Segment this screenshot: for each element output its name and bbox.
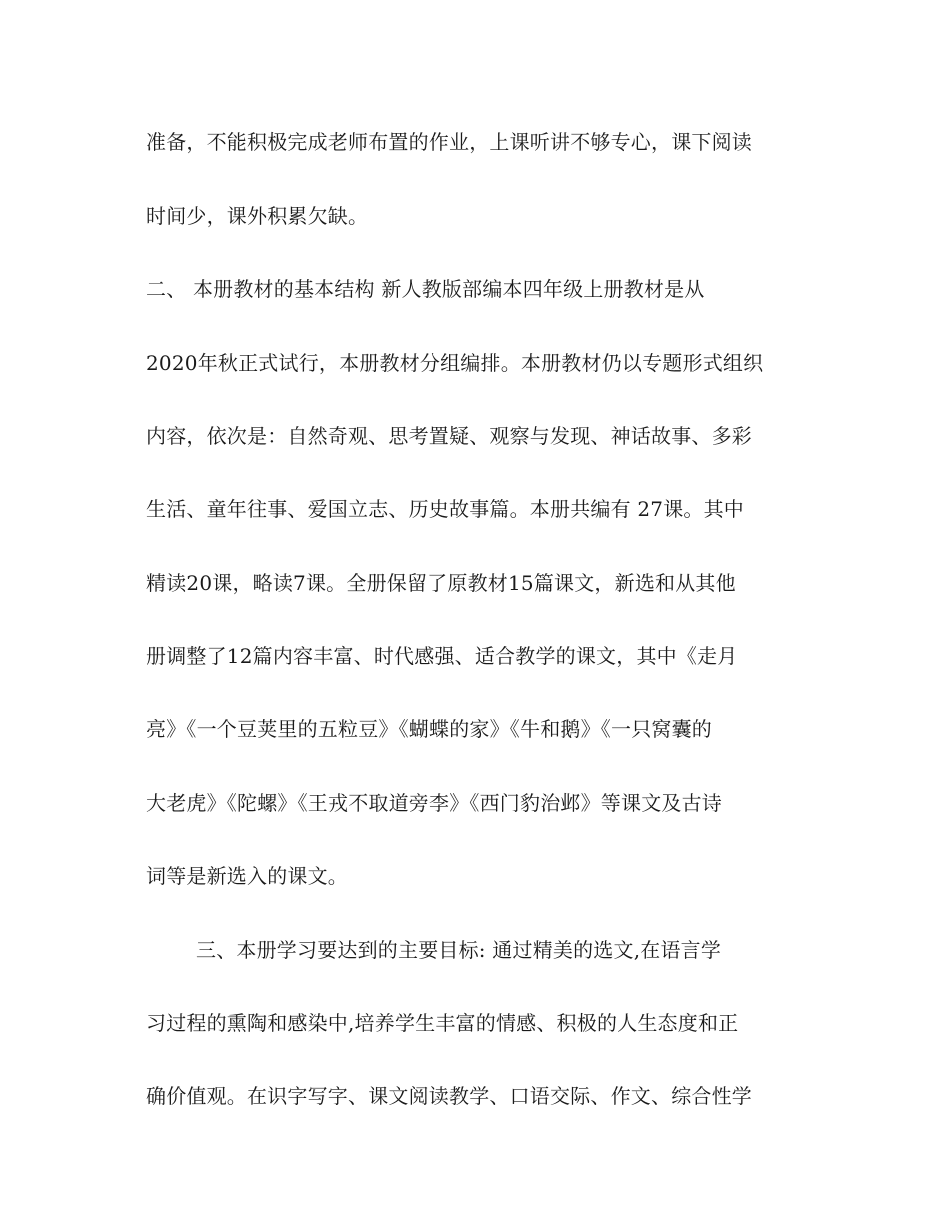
text-line: 亮》《一个豆荚里的五粒豆》《蝴蝶的家》《牛和鹅》《一只窝囊的 xyxy=(146,717,712,741)
text-line: 生活、童年往事、爱国立志、历史故事篇。本册共编有 27课。其中 xyxy=(146,497,745,521)
text-line: 时间少，课外积累欠缺。 xyxy=(146,204,369,228)
text-line: 确价值观。在识字写字、课文阅读教学、口语交际、作文、综合性学 xyxy=(146,1084,752,1108)
text-line: 2020年秋正式试行，本册教材分组编排。本册教材仍以专题形式组织 xyxy=(146,351,764,375)
text-line: 精读20课，略读7课。全册保留了原教材15篇课文，新选和从其他 xyxy=(146,571,736,595)
text-line: 词等是新选入的课文。 xyxy=(146,864,348,888)
text-line: 习过程的熏陶和感染中,培养学生丰富的情感、积极的人生态度和正 xyxy=(146,1011,739,1035)
section-heading-line: 二、 本册教材的基本结构 新人教版部编本四年级上册教材是从 xyxy=(146,277,705,301)
text-line: 册调整了12篇内容丰富、时代感强、适合教学的课文，其中《走月 xyxy=(146,644,738,668)
section-heading-line: 三、本册学习要达到的主要目标: 通过精美的选文,在语言学 xyxy=(196,938,722,962)
text-line: 内容，依次是：自然奇观、思考置疑、观察与发现、神话故事、多彩 xyxy=(146,424,752,448)
text-line: 大老虎》《陀螺》《王戎不取道旁李》《西门豹治邺》等课文及古诗 xyxy=(146,791,722,815)
text-line: 准备，不能积极完成老师布置的作业，上课听讲不够专心，课下阅读 xyxy=(146,130,752,154)
